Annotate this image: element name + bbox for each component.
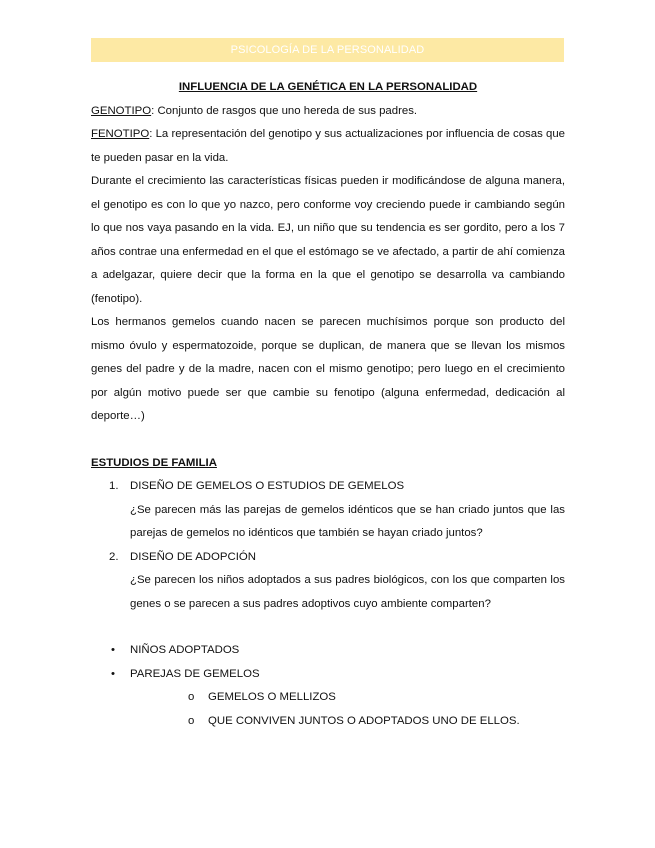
bullet-item [91, 639, 565, 663]
header-title: PSICOLOGÍA DE LA PERSONALIDAD [230, 44, 425, 56]
list-item [91, 475, 565, 499]
sub-bullet-list [130, 686, 565, 733]
bullet-list [91, 639, 565, 733]
bullet-label: NIÑOS ADOPTADOS [130, 644, 240, 656]
sub-bullet-item [130, 710, 565, 734]
bullet-label: PAREJAS DE GEMELOS [130, 667, 260, 680]
paragraph-twins: Los hermanos gemelos cuando nacen se parecen muchísimos porque son producto del mismo óvulo y espermatozoide, porque se duplican, de manera que se llevan los mismos genes del padre y de la madre, nacen con el mismo genotipo; pero luego en el crecimiento por algún motivo puede ser que cambie su fenotipo (alguna enfermedad, dedicación al deporte…) [91, 316, 565, 422]
sub-bullet-item [130, 686, 565, 710]
family-study-list [91, 475, 565, 499]
fenotipo-term: FENOTIPO [91, 128, 150, 140]
sub-bullet-marker: o [188, 691, 195, 703]
list-item-question: ¿Se parecen los niños adoptados a sus padres biológicos, con los que comparten los genes o se parecen a sus padres adoptivos cuyo ambiente comparten? [130, 574, 565, 610]
fenotipo-definition [91, 123, 565, 170]
genotipo-definition [91, 100, 565, 124]
list-number: 2. [109, 550, 119, 563]
list-item-label: DISEÑO DE ADOPCIÓN [130, 550, 256, 563]
document-body [91, 76, 565, 733]
header-band [91, 38, 564, 62]
sub-bullet-marker: o [188, 714, 195, 727]
genotipo-def-text: : Conjunto de rasgos que uno hereda de sus padres. [151, 104, 418, 117]
list-item [91, 546, 565, 570]
list-item-question: ¿Se parecen más las parejas de gemelos idénticos que se han criado juntos que las parejas de gemelos no idénticos que también se hayan criado juntos? [130, 503, 565, 539]
paragraph-growth: Durante el crecimiento las características físicas pueden ir modificándose de alguna manera, el genotipo es con lo que yo nazco, pero conforme voy creciendo puede ir cambiando según lo que nos vaya pasando en la vida. EJ, un niño que su tendencia es ser gordito, pero a los 7 años contrae una enfermedad en el que el estómago se ve afectado, a partir de ahí comienza a adelgazar, quiere decir que la forma en la que el genotipo se desarrolla va cambiando (fenotipo). [91, 175, 565, 305]
family-study-list-2 [91, 546, 565, 570]
sub-bullet-label: QUE CONVIVEN JUNTOS O ADOPTADOS UNO DE ELLOS. [208, 714, 520, 727]
list-number: 1. [109, 480, 119, 492]
genotipo-term: GENOTIPO [91, 104, 152, 117]
fenotipo-def-text: : La representación del genotipo y sus actualizaciones por influencia de cosas que te pueden pasar en la vida. [91, 128, 565, 164]
section-heading-family-studies: ESTUDIOS DE FAMILIA [91, 456, 217, 469]
bullet-marker: • [111, 667, 115, 680]
bullet-marker: • [111, 644, 115, 656]
sub-bullet-label: GEMELOS O MELLIZOS [208, 691, 336, 703]
bullet-item [91, 663, 565, 734]
document-title: INFLUENCIA DE LA GENÉTICA EN LA PERSONALIDAD [178, 81, 478, 93]
list-item-label: DISEÑO DE GEMELOS O ESTUDIOS DE GEMELOS [130, 480, 405, 492]
